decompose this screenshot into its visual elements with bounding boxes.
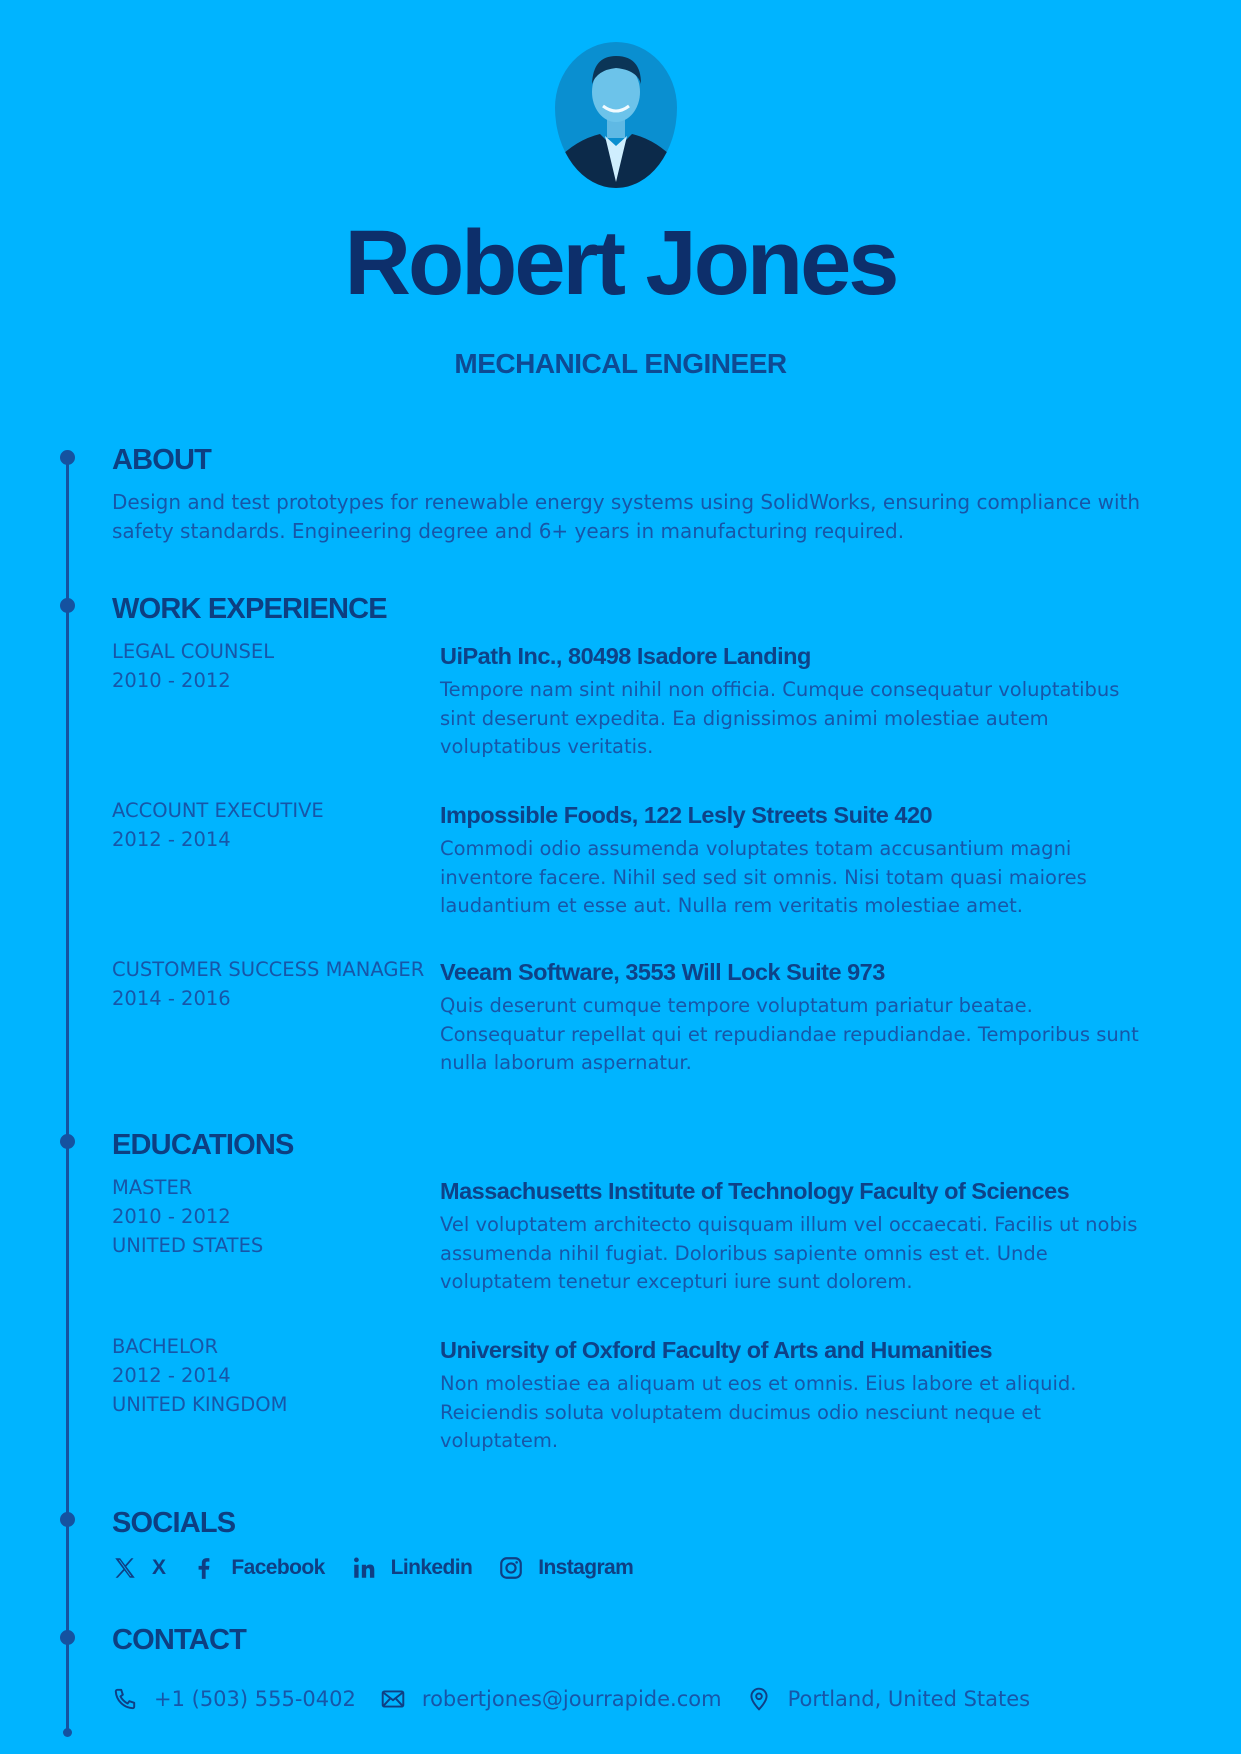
social-links	[112, 1550, 659, 1586]
work-period: 2010 - 2012	[112, 669, 231, 692]
timeline-dot-about	[60, 450, 75, 465]
timeline-dot-work	[60, 598, 75, 613]
contact-heading: CONTACT	[112, 1624, 247, 1656]
education-period: 2010 - 2012	[112, 1205, 231, 1228]
work-description: Tempore nam sint nihil non officia. Cumque consequatur voluptatibus sint deserunt expedita. Ea dignissimos animi molestiae autem voluptatibus veritatis.	[440, 678, 1120, 758]
work-entry	[440, 799, 1160, 921]
contact-list	[112, 1682, 1054, 1716]
timeline-end-dot	[63, 1728, 72, 1737]
mail-icon	[380, 1686, 406, 1712]
work-entry-meta	[112, 955, 432, 1013]
about-text: Design and test prototypes for renewable energy systems using SolidWorks, ensuring compliance with safety standards. Engineering degree and 6+ years in manufacturing required.	[112, 490, 1141, 543]
timeline-dot-contact	[60, 1630, 75, 1645]
work-role: CUSTOMER SUCCESS MANAGER	[112, 958, 425, 981]
person-photo-icon	[555, 42, 677, 188]
email-address: robertjones@jourrapide.com	[421, 1687, 722, 1711]
education-degree: MASTER	[112, 1176, 193, 1199]
contact-phone[interactable]	[112, 1686, 356, 1712]
education-school: Massachusetts Institute of Technology Faculty of Sciences	[440, 1178, 1070, 1204]
education-description: Non molestiae ea aliquam ut eos et omnis. Eius labore et aliquid. Reiciendis soluta voluptatem ducimus odio nesciunt neque et voluptatem.	[440, 1372, 1077, 1452]
facebook-icon	[191, 1555, 217, 1581]
education-heading: EDUCATIONS	[112, 1129, 294, 1161]
work-company: UiPath Inc., 80498 Isadore Landing	[440, 643, 811, 669]
timeline-line	[66, 458, 69, 1733]
linkedin-icon	[351, 1555, 377, 1581]
education-entry	[440, 1175, 1160, 1297]
x-icon	[112, 1555, 138, 1581]
work-entry	[440, 640, 1160, 762]
education-description: Vel voluptatem architecto quisquam illum vel occaecati. Facilis ut nobis assumenda nihil fugiat. Doloribus sapiente omnis est et. Unde voluptatem tenetur excepturi iure sunt dolorem.	[440, 1213, 1138, 1293]
social-label: X	[152, 1556, 166, 1579]
work-experience-heading: WORK EXPERIENCE	[112, 593, 387, 625]
about-heading: ABOUT	[112, 444, 212, 476]
social-label: Linkedin	[390, 1556, 473, 1579]
phone-number: +1 (503) 555-0402	[154, 1687, 356, 1711]
map-pin-icon	[746, 1686, 772, 1712]
education-country: UNITED KINGDOM	[112, 1393, 288, 1416]
social-link-instagram[interactable]	[498, 1555, 633, 1581]
work-entry-meta	[112, 796, 432, 854]
work-role: ACCOUNT EXECUTIVE	[112, 799, 324, 822]
social-label: Facebook	[231, 1556, 325, 1579]
instagram-icon	[498, 1555, 524, 1581]
work-company: Veeam Software, 3553 Will Lock Suite 973	[440, 959, 885, 985]
contact-email[interactable]	[380, 1686, 722, 1712]
work-description: Commodi odio assumenda voluptates totam accusantium magni inventore facere. Nihil sed sed sit omnis. Nisi totam quasi maiores laudantium et esse aut. Nulla rem veritatis molestiae amet.	[440, 837, 1087, 917]
social-link-linkedin[interactable]	[351, 1555, 473, 1581]
job-title: MECHANICAL ENGINEER	[454, 348, 787, 379]
candidate-name: Robert Jones	[344, 212, 897, 314]
work-entry-meta	[112, 637, 432, 695]
avatar	[555, 42, 677, 188]
timeline-dot-education	[60, 1134, 75, 1149]
education-entry-meta	[112, 1332, 432, 1419]
education-degree: BACHELOR	[112, 1335, 219, 1358]
timeline-dot-socials	[60, 1512, 75, 1527]
work-company: Impossible Foods, 122 Lesly Streets Suite 420	[440, 802, 933, 828]
location-text: Portland, United States	[787, 1687, 1031, 1711]
work-period: 2012 - 2014	[112, 828, 231, 851]
socials-heading: SOCIALS	[112, 1507, 236, 1539]
education-entry-meta	[112, 1173, 432, 1260]
work-role: LEGAL COUNSEL	[112, 640, 275, 663]
education-entry	[440, 1334, 1160, 1456]
work-description: Quis deserunt cumque tempore voluptatum pariatur beatae. Consequatur repellat qui et repudiandae repudiandae. Temporibus sunt nulla laborum aspernatur.	[440, 994, 1139, 1074]
social-link-x[interactable]	[112, 1555, 165, 1581]
education-period: 2012 - 2014	[112, 1364, 231, 1387]
social-link-facebook[interactable]	[191, 1555, 324, 1581]
education-country: UNITED STATES	[112, 1234, 264, 1257]
education-school: University of Oxford Faculty of Arts and Humanities	[440, 1337, 993, 1363]
social-label: Instagram	[538, 1556, 634, 1579]
work-entry	[440, 956, 1160, 1078]
contact-location	[746, 1686, 1031, 1712]
phone-icon	[112, 1686, 138, 1712]
work-period: 2014 - 2016	[112, 987, 231, 1010]
